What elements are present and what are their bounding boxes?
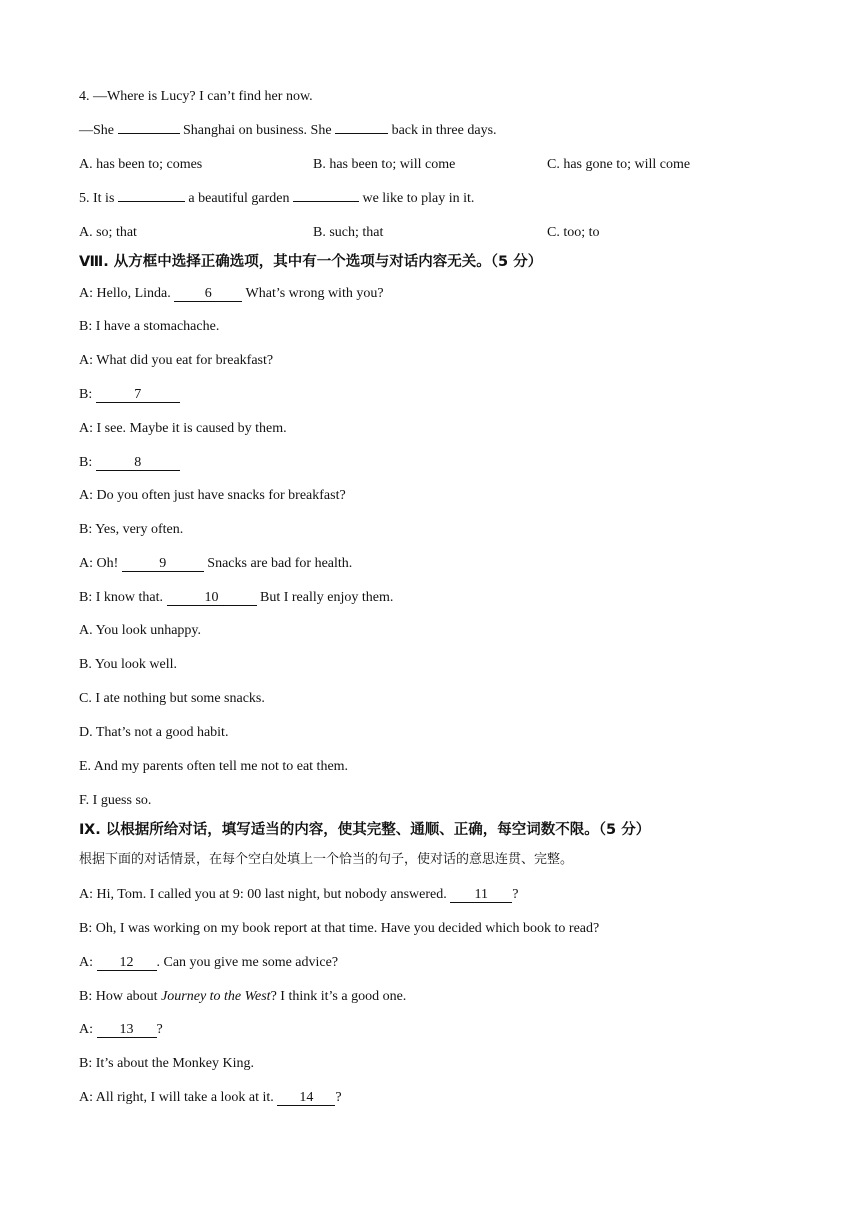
dialogue-text: A: xyxy=(79,955,93,970)
dialogue-text: A: Hi, Tom. I called you at 9: 00 last night, but nobody answered. xyxy=(79,887,447,902)
q4-option-c: C. has gone to; will come xyxy=(547,157,691,172)
dialogue-text: A: xyxy=(79,1022,93,1037)
numbered-blank: 8 xyxy=(96,456,180,471)
dialogue-text: But I really enjoy them. xyxy=(260,590,394,605)
dialogue-text: ? I think it’s a good one. xyxy=(270,989,407,1004)
answer-blank xyxy=(118,133,180,134)
dialogue-text: ? xyxy=(512,887,519,902)
numbered-blank: 10 xyxy=(167,591,257,606)
dialogue-line: B: It’s about the Monkey King. xyxy=(79,1056,254,1071)
dialogue-line xyxy=(79,954,338,972)
dialogue-line xyxy=(79,386,180,404)
numbered-blank: 13 xyxy=(97,1023,157,1038)
choice-f: F. I guess so. xyxy=(79,793,152,808)
numbered-blank: 6 xyxy=(174,287,242,302)
dialogue-text: A: All right, I will take a look at it. xyxy=(79,1090,274,1105)
dialogue-text: B: I know that. xyxy=(79,590,163,605)
dialogue-text: B: xyxy=(79,455,93,470)
dialogue-line xyxy=(79,454,180,472)
q5-stem-start: 5. It is xyxy=(79,191,115,206)
dialogue-line: B: I have a stomachache. xyxy=(79,319,220,334)
dialogue-text: A: Hello, Linda. xyxy=(79,286,171,301)
dialogue-line: A: Do you often just have snacks for breakfast? xyxy=(79,488,346,503)
dialogue-line xyxy=(79,1089,342,1107)
q5-stem-middle: a beautiful garden xyxy=(188,191,290,206)
q4-reply-end: back in three days. xyxy=(391,123,497,138)
dialogue-line: A: What did you eat for breakfast? xyxy=(79,353,274,368)
q5-option-c: C. too; to xyxy=(547,225,600,240)
q5-option-b: B. such; that xyxy=(313,225,384,240)
numbered-blank: 11 xyxy=(450,888,512,903)
numbered-blank: 7 xyxy=(96,388,180,403)
q4-reply-middle: Shanghai on business. She xyxy=(183,123,332,138)
numbered-blank: 9 xyxy=(122,557,204,572)
numbered-blank: 14 xyxy=(277,1091,335,1106)
numbered-blank: 12 xyxy=(97,956,157,971)
section-9-instruction: 根据下面的对话情景，在每个空白处填上一个恰当的句子，使对话的意思连贯、完整。 xyxy=(79,852,574,867)
dialogue-text: ? xyxy=(335,1090,342,1105)
q5-stem xyxy=(79,190,474,208)
q4-reply-start: —She xyxy=(79,123,114,138)
dialogue-line: B: Yes, very often. xyxy=(79,522,184,537)
choice-e: E. And my parents often tell me not to eat them. xyxy=(79,759,349,774)
answer-blank xyxy=(118,201,185,202)
choice-c: C. I ate nothing but some snacks. xyxy=(79,691,265,706)
dialogue-text: . Can you give me some advice? xyxy=(156,955,339,970)
q5-stem-end: we like to play in it. xyxy=(362,191,475,206)
dialogue-text: B: How about xyxy=(79,989,158,1004)
dialogue-text: A: Oh! xyxy=(79,556,119,571)
q4-option-b: B. has been to; will come xyxy=(313,157,456,172)
q4-reply xyxy=(79,122,497,140)
choice-b: B. You look well. xyxy=(79,657,178,672)
dialogue-text: What’s wrong with you? xyxy=(245,286,384,301)
answer-blank xyxy=(293,201,359,202)
answer-blank xyxy=(335,133,388,134)
dialogue-line xyxy=(79,1021,163,1039)
q4-option-a: A. has been to; comes xyxy=(79,157,203,172)
book-title: Journey to the West xyxy=(161,989,271,1004)
dialogue-line xyxy=(79,988,406,1006)
dialogue-line xyxy=(79,886,518,904)
dialogue-line xyxy=(79,555,352,573)
section-9-title: Ⅸ. 以根据所给对话，填写适当的内容，使其完整、通顺、正确，每空词数不限。（5 分） xyxy=(79,822,651,838)
q4-stem: 4. —Where is Lucy? I can’t find her now. xyxy=(79,89,313,104)
dialogue-text: ? xyxy=(156,1022,163,1037)
choice-a: A. You look unhappy. xyxy=(79,623,201,638)
dialogue-line: B: Oh, I was working on my book report at that time. Have you decided which book to read? xyxy=(79,921,600,936)
dialogue-text: B: xyxy=(79,387,93,402)
dialogue-line: A: I see. Maybe it is caused by them. xyxy=(79,421,287,436)
choice-d: D. That’s not a good habit. xyxy=(79,725,229,740)
dialogue-text: Snacks are bad for health. xyxy=(207,556,353,571)
dialogue-line xyxy=(79,285,384,303)
q5-option-a: A. so; that xyxy=(79,225,137,240)
section-8-title: Ⅷ. 从方框中选择正确选项，其中有一个选项与对话内容无关。（5 分） xyxy=(79,254,543,270)
dialogue-line xyxy=(79,589,393,607)
